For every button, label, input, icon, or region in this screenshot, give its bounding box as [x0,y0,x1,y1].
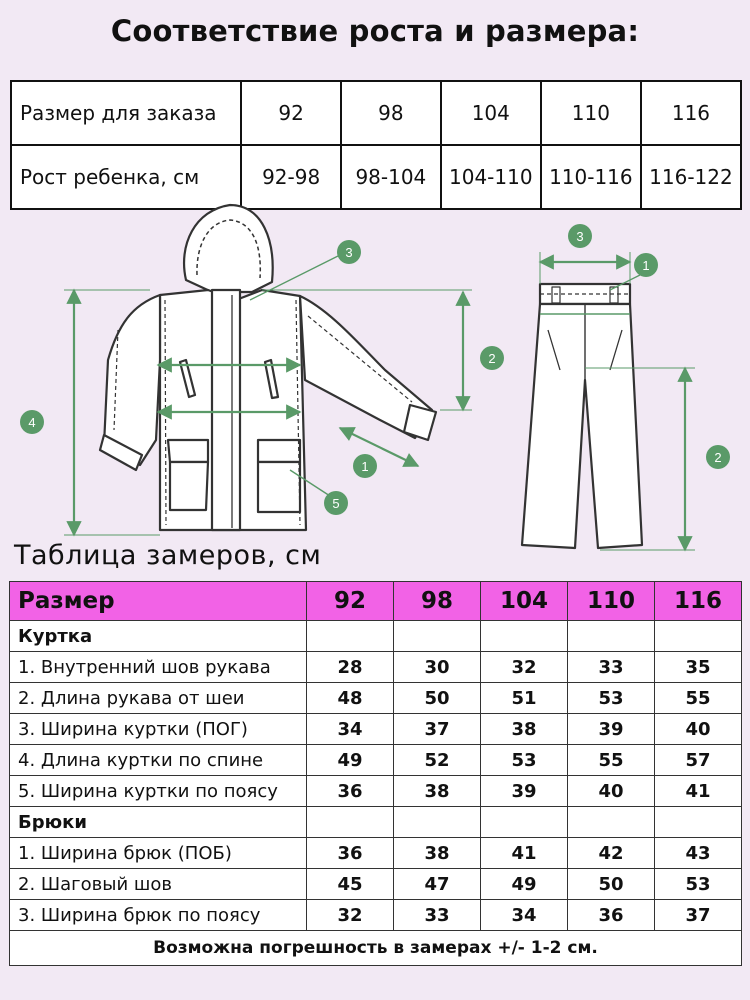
jacket-drawing [100,205,436,530]
table-cell: 57 [655,745,742,776]
svg-text:2: 2 [714,450,722,465]
page-title: Соответствие роста и размера: [110,14,640,48]
header-label: Размер [10,582,307,621]
pants-marker-1 [634,253,658,277]
row-label: 1. Внутренний шов рукава [10,652,307,683]
table-cell: 92-98 [241,145,341,209]
table-cell: 33 [568,652,655,683]
table-cell [655,807,742,838]
table-cell: 42 [568,838,655,869]
table-cell: 51 [481,683,568,714]
table-row [10,745,742,776]
row-label: 2. Шаговый шов [10,869,307,900]
table-cell: 55 [568,745,655,776]
pants-marker-2 [706,445,730,469]
row-label: 2. Длина рукава от шеи [10,683,307,714]
jacket-marker-1 [353,454,377,478]
table-cell: 39 [481,776,568,807]
table-cell: 37 [394,714,481,745]
table-cell: 40 [568,776,655,807]
table-row [10,652,742,683]
table-cell: 32 [481,652,568,683]
table-cell [481,621,568,652]
table-cell: 36 [307,776,394,807]
measurement-diagram [0,195,750,560]
section-row-pants [10,807,742,838]
section-label: Куртка [10,621,307,652]
table-cell: 41 [481,838,568,869]
table-row [10,714,742,745]
pants-marker-3 [568,224,592,248]
table-cell: 38 [394,838,481,869]
table-row [10,776,742,807]
section-row-jacket [10,621,742,652]
table-cell: 50 [568,869,655,900]
row-label: 1. Ширина брюк (ПОБ) [10,838,307,869]
table-cell: 55 [655,683,742,714]
header-size: 92 [307,582,394,621]
table-cell: 53 [655,869,742,900]
table-row [10,838,742,869]
section-label: Брюки [10,807,307,838]
table-cell: 53 [481,745,568,776]
table-cell: 41 [655,776,742,807]
table-cell [481,807,568,838]
table-cell: 33 [394,900,481,931]
measure-table-title: Таблица замеров, см [14,540,322,571]
jacket-marker-4 [20,410,44,434]
table-cell: 38 [394,776,481,807]
table-cell: 116 [641,81,741,145]
table-cell: 47 [394,869,481,900]
measurements-table [9,581,742,966]
table-cell [568,621,655,652]
table-cell [307,807,394,838]
table-cell: 98 [341,81,441,145]
table-row [10,683,742,714]
header-size: 98 [394,582,481,621]
table-row [11,81,741,145]
table-cell: 104 [441,81,541,145]
table-cell: 35 [655,652,742,683]
table-cell: 50 [394,683,481,714]
table-cell [568,807,655,838]
jacket-marker-3 [337,240,361,264]
table-cell: 92 [241,81,341,145]
table-cell: 40 [655,714,742,745]
row-label: 5. Ширина куртки по поясу [10,776,307,807]
table-cell: 52 [394,745,481,776]
table-cell: 110 [541,81,641,145]
svg-text:5: 5 [332,496,340,511]
table-cell: 28 [307,652,394,683]
table-cell: 116-122 [641,145,741,209]
row-label: Размер для заказа [11,81,241,145]
table-cell: 49 [307,745,394,776]
table-header-row [10,582,742,621]
header-size: 104 [481,582,568,621]
svg-text:4: 4 [28,415,36,430]
table-cell: 48 [307,683,394,714]
header-size: 110 [568,582,655,621]
table-cell: 30 [394,652,481,683]
jacket-marker-5 [324,491,348,515]
table-cell: 39 [568,714,655,745]
svg-text:3: 3 [345,245,353,260]
svg-text:1: 1 [642,258,650,273]
table-cell [307,621,394,652]
svg-text:2: 2 [488,351,496,366]
table-cell: 34 [307,714,394,745]
pants-drawing [522,284,642,548]
svg-text:1: 1 [361,459,369,474]
row-label: 3. Ширина куртки (ПОГ) [10,714,307,745]
table-cell [655,621,742,652]
table-row [10,900,742,931]
table-cell: 49 [481,869,568,900]
table-cell: 104-110 [441,145,541,209]
jacket-marker-2 [480,346,504,370]
row-label: Рост ребенка, см [11,145,241,209]
table-cell: 37 [655,900,742,931]
table-cell: 45 [307,869,394,900]
table-cell: 36 [307,838,394,869]
table-cell: 32 [307,900,394,931]
svg-text:3: 3 [576,229,584,244]
header-size: 116 [655,582,742,621]
table-cell: 36 [568,900,655,931]
table-cell: 34 [481,900,568,931]
size-height-table [10,80,742,210]
table-note-row [10,931,742,966]
tolerance-note: Возможна погрешность в замерах +/- 1-2 см. [10,931,742,966]
row-label: 3. Ширина брюк по поясу [10,900,307,931]
table-cell [394,807,481,838]
table-cell: 98-104 [341,145,441,209]
table-row [10,869,742,900]
table-cell: 38 [481,714,568,745]
table-cell: 110-116 [541,145,641,209]
table-cell [394,621,481,652]
table-cell: 43 [655,838,742,869]
table-cell: 53 [568,683,655,714]
row-label: 4. Длина куртки по спине [10,745,307,776]
